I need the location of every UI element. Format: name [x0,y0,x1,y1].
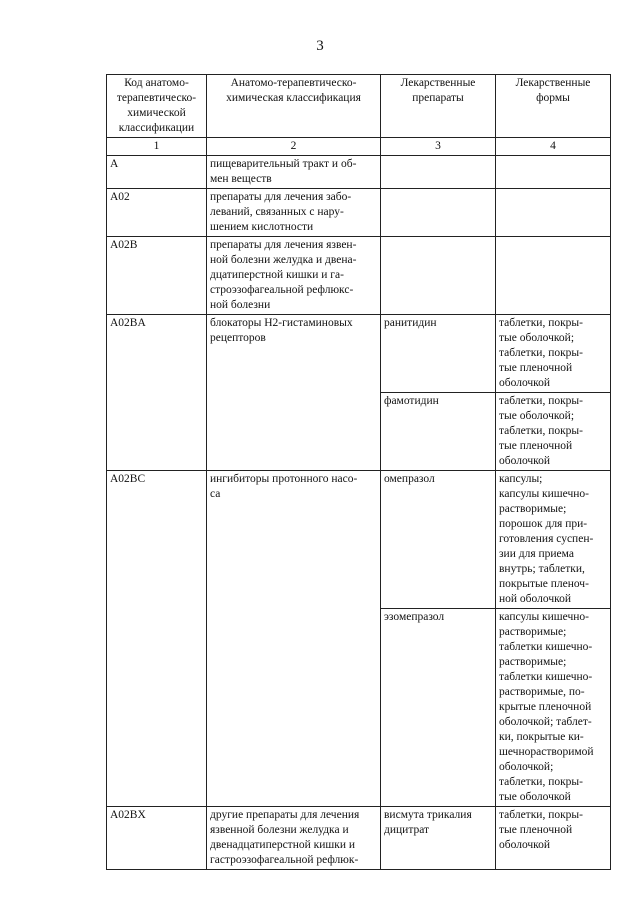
header-dosage-forms: Лекарственные формы [496,75,611,138]
column-number: 2 [207,138,381,156]
header-atc-code: Код анатомо- терапевтическо- химической классификации [107,75,207,138]
drug-name [381,237,496,315]
drug-classification-table [106,74,611,870]
drug-name [381,189,496,237]
drug-name [381,156,496,189]
drug-name: фамотидин [381,393,496,471]
table-row [107,471,611,609]
atc-classification: другие препараты для лечения язвенной болезни желудка и двенадцатиперстной кишки и гастроэзофагеальной рефлюк- [207,807,381,870]
dosage-forms: капсулы; капсулы кишечно- растворимые; порошок для при- готовления суспен- зии для приема внутрь; таблетки, покрытые пленоч- ной оболочкой [496,471,611,609]
drug-name: висмута трикалия дицитрат [381,807,496,870]
atc-classification: пищеварительный тракт и об- мен веществ [207,156,381,189]
atc-code: A02BA [107,315,207,471]
atc-code: А [107,156,207,189]
table-row [107,156,611,189]
header-drugs: Лекарственные препараты [381,75,496,138]
atc-classification: блокаторы Н2-гистаминовых рецепторов [207,315,381,471]
dosage-forms [496,156,611,189]
dosage-forms: таблетки, покры- тые оболочкой; таблетки, покры- тые пленочной оболочкой [496,315,611,393]
drug-name: эзомепразол [381,609,496,807]
atc-code: A02BX [107,807,207,870]
atc-classification: ингибиторы протонного насо- са [207,471,381,807]
atc-classification: препараты для лечения забо- леваний, связанных с нару- шением кислотности [207,189,381,237]
dosage-forms [496,189,611,237]
header-atc-classification: Анатомо-терапевтическо- химическая классификация [207,75,381,138]
atc-code: A02B [107,237,207,315]
column-number: 3 [381,138,496,156]
table-row [107,189,611,237]
dosage-forms: таблетки, покры- тые оболочкой; таблетки, покры- тые пленочной оболочкой [496,393,611,471]
atc-code: A02BC [107,471,207,807]
atc-code: A02 [107,189,207,237]
dosage-forms: таблетки, покры- тые пленочной оболочкой [496,807,611,870]
column-number: 1 [107,138,207,156]
column-number: 4 [496,138,611,156]
dosage-forms: капсулы кишечно- растворимые; таблетки кишечно- растворимые; таблетки кишечно- растворимые, по- крытые пленочной оболочкой; таблет- ки, покрытые ки- шечнорастворимой оболочкой; таблетки, покры- тые оболочкой [496,609,611,807]
table-row [107,237,611,315]
table-row [107,807,611,870]
drug-name: омепразол [381,471,496,609]
column-number-row [107,138,611,156]
page-number: 3 [316,38,324,54]
drug-name: ранитидин [381,315,496,393]
table-row [107,315,611,393]
dosage-forms [496,237,611,315]
header-row [107,75,611,138]
atc-classification: препараты для лечения язвен- ной болезни желудка и двена- дцатиперстной кишки и га- строэзофагеальной рефлюкс- ной болезни [207,237,381,315]
